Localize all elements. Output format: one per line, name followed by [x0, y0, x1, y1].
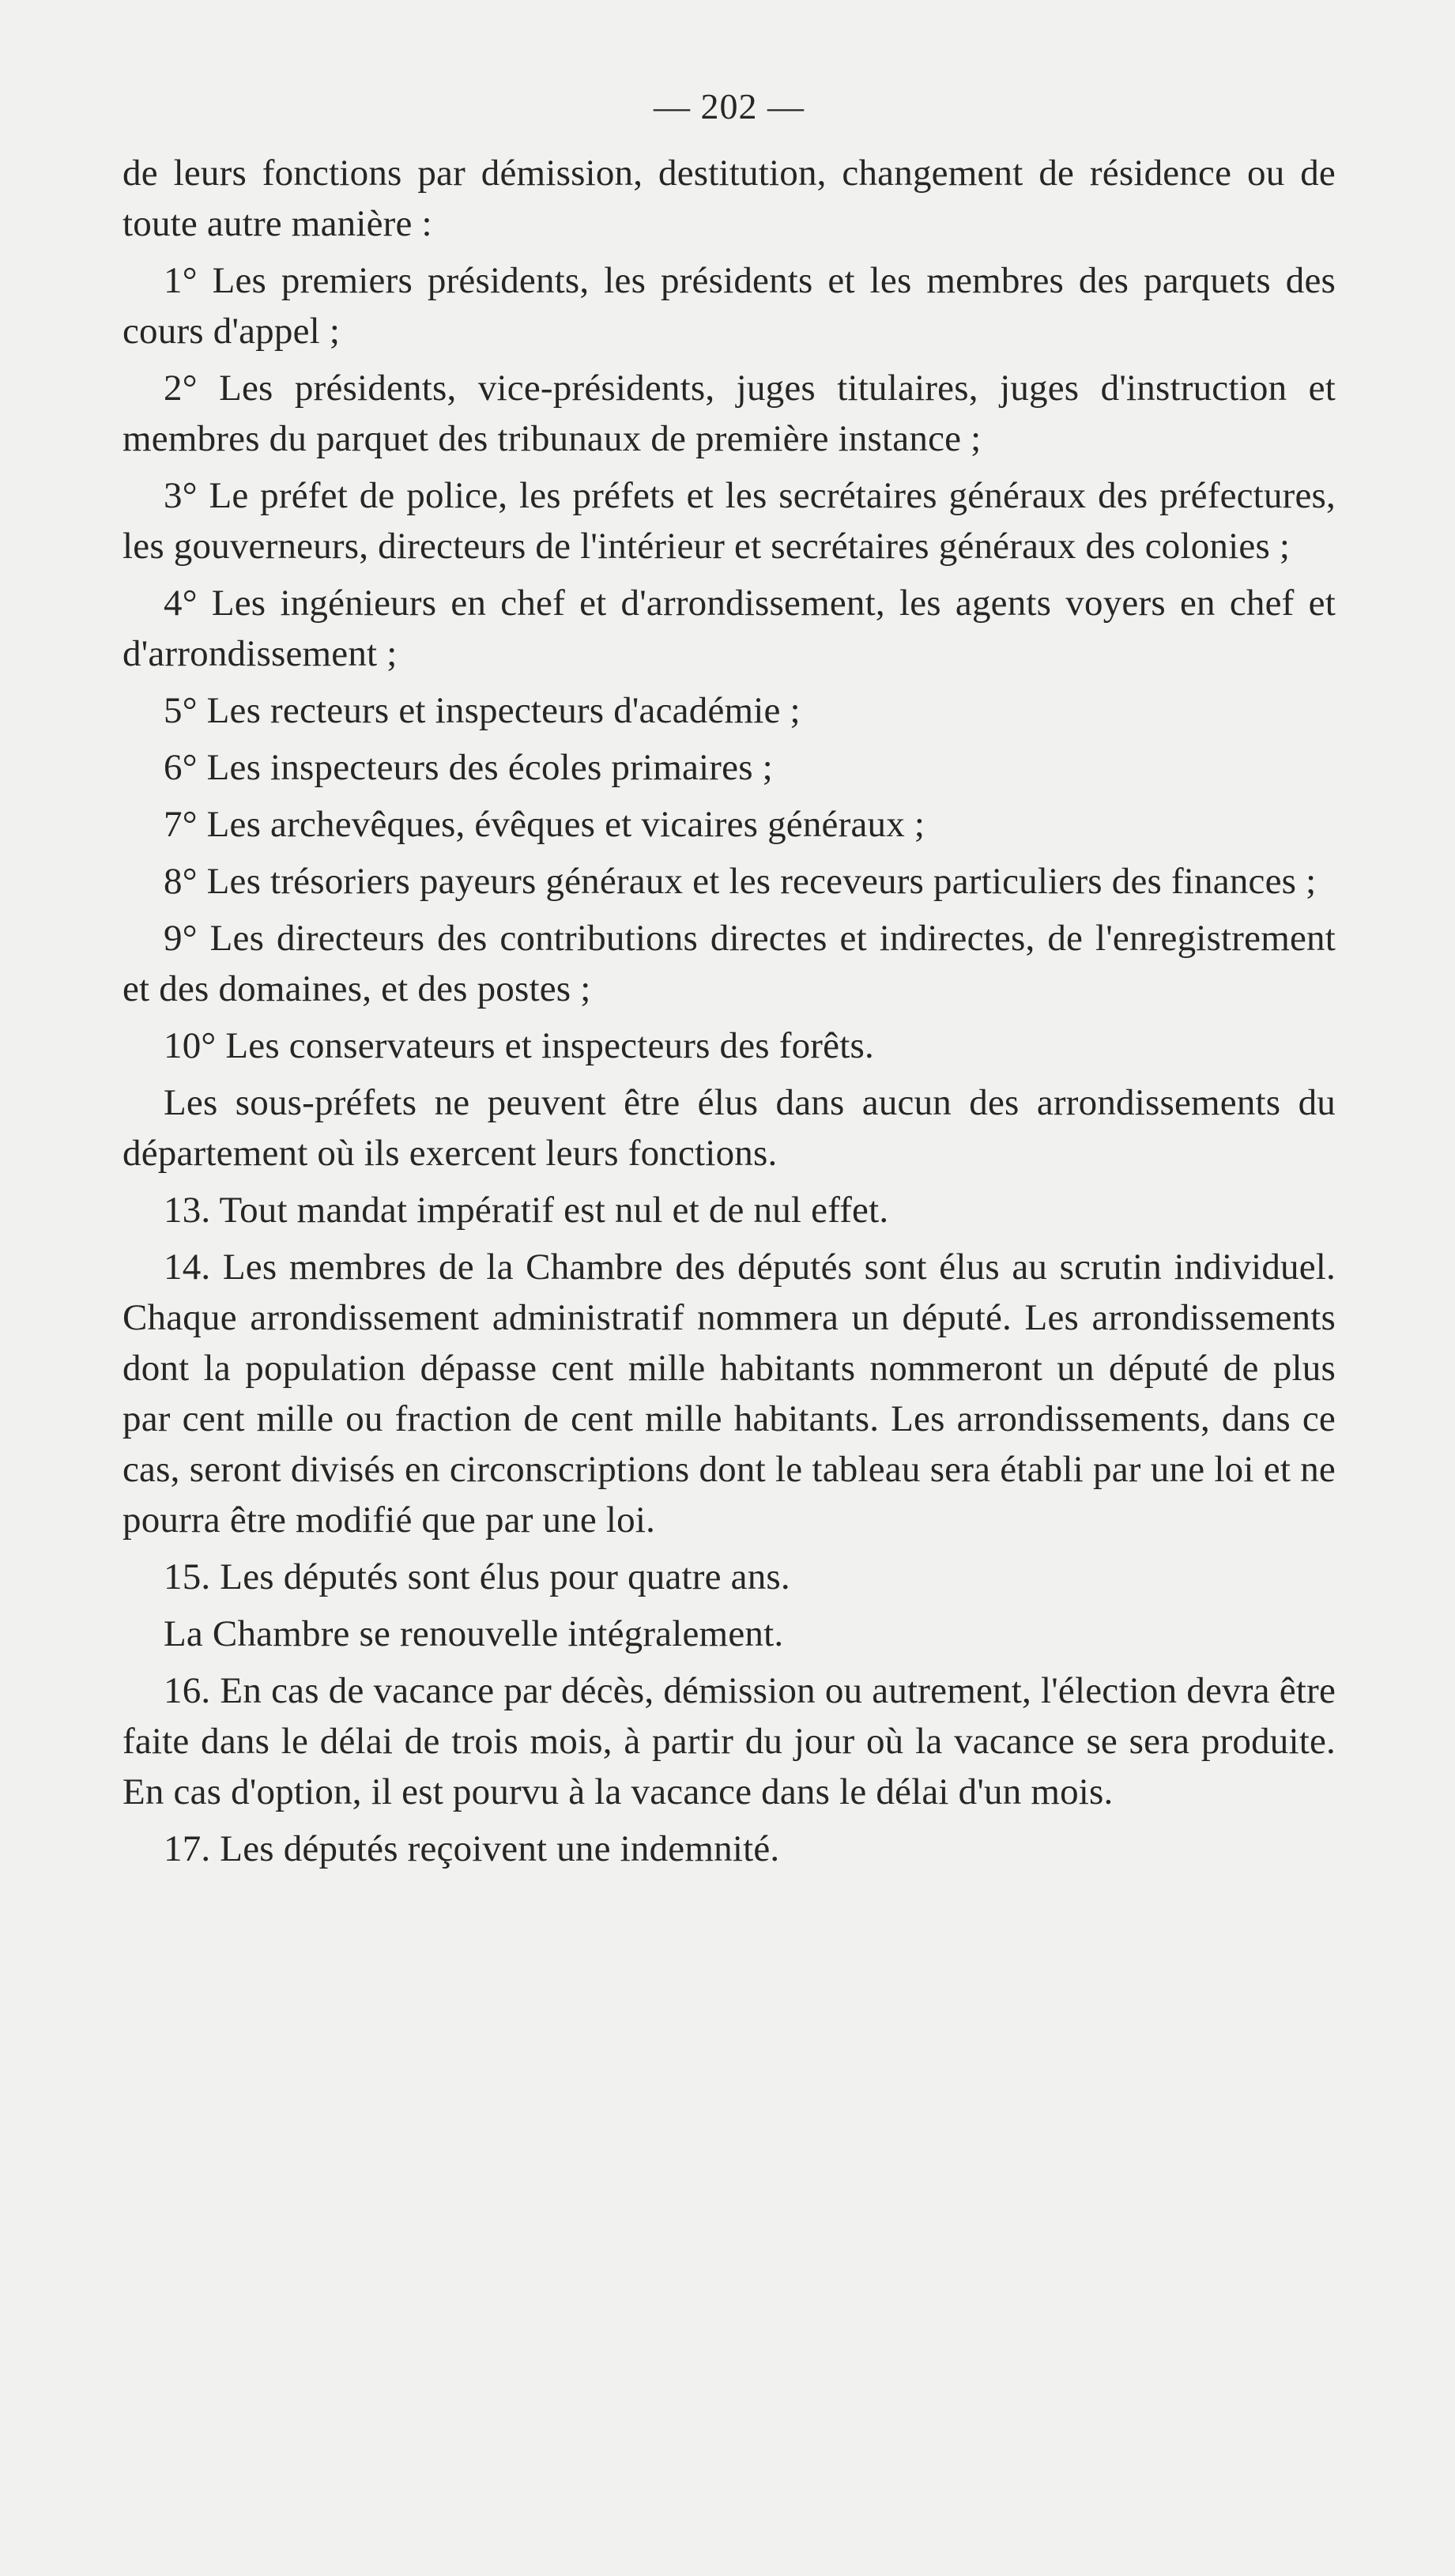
page-number: — 202 — — [654, 86, 805, 126]
list-item-4: 4° Les ingénieurs en chef et d'arrondissement, les agents voyers en chef et d'arrondissement ; — [123, 583, 1336, 674]
list-item-10: 10° Les conservateurs et inspecteurs des forêts. — [164, 1025, 874, 1066]
article-14: 14. Les membres de la Chambre des députés sont élus au scrutin individuel. Chaque arrondissement administratif nommera un député. Les arrondissements dont la population dépasse cent mille habitants nommeront un député de plus par cent mille ou fraction de cent mille habitants. Les arrondissements, dans ce cas, seront divisés en circonscriptions dont le tableau sera établi par une loi et ne pourra être modifié que par une loi. — [123, 1247, 1336, 1541]
document-page — [123, 83, 1336, 1880]
list-item-8: 8° Les trésoriers payeurs généraux et les receveurs particuliers des finances ; — [164, 861, 1317, 902]
list-item-1: 1° Les premiers présidents, les présidents et les membres des parquets des cours d'appel ; — [123, 260, 1336, 352]
paragraph-sous-prefets: Les sous-préfets ne peuvent être élus dans aucun des arrondissements du département où ils exercent leurs fonctions. — [123, 1082, 1336, 1174]
list-item-7: 7° Les archevêques, évêques et vicaires généraux ; — [164, 804, 925, 845]
list-item-3: 3° Le préfet de police, les préfets et les secrétaires généraux des préfectures, les gouverneurs, directeurs de l'intérieur et secrétaires généraux des colonies ; — [123, 475, 1336, 567]
list-item-5: 5° Les recteurs et inspecteurs d'académie ; — [164, 690, 801, 731]
list-item-6: 6° Les inspecteurs des écoles primaires ; — [164, 747, 773, 788]
article-15: 15. Les députés sont élus pour quatre ans. — [164, 1556, 790, 1597]
article-17: 17. Les députés reçoivent une indemnité. — [164, 1828, 780, 1869]
paragraph-chambre: La Chambre se renouvelle intégralement. — [164, 1613, 784, 1654]
list-item-9: 9° Les directeurs des contributions directes et indirectes, de l'enregistrement et des domaines, et des postes ; — [123, 918, 1336, 1009]
article-13: 13. Tout mandat impératif est nul et de nul effet. — [164, 1190, 889, 1231]
paragraph-continuation: de leurs fonctions par démission, destitution, changement de résidence ou de toute autre manière : — [123, 153, 1336, 244]
article-16: 16. En cas de vacance par décès, démission ou autrement, l'élection devra être faite dans le délai de trois mois, à partir du jour où la vacance se sera produite. En cas d'option, il est pourvu à la vacance dans le délai d'un mois. — [123, 1670, 1336, 1812]
list-item-2: 2° Les présidents, vice-présidents, juges titulaires, juges d'instruction et membres du parquet des tribunaux de première instance ; — [123, 368, 1336, 459]
